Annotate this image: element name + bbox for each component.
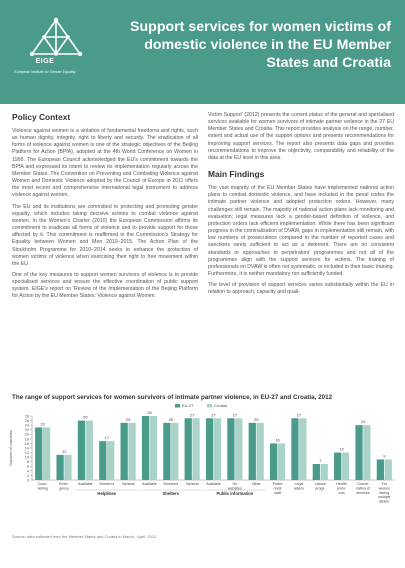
data-label: 25	[253, 416, 259, 422]
x-tick-label: Available	[78, 482, 93, 486]
data-label: 27	[232, 412, 238, 418]
data-label: 24	[360, 419, 366, 425]
bar-croatia	[385, 459, 392, 480]
bar-eu27	[206, 418, 213, 480]
main-findings-heading: Main Findings	[208, 169, 265, 180]
x-tick-label: staff	[274, 490, 281, 495]
bar-croatia	[363, 425, 370, 480]
group-label: Shelters	[162, 491, 180, 496]
bar-croatia	[64, 455, 71, 480]
bar-croatia	[214, 418, 221, 480]
bar-eu27	[35, 427, 42, 480]
y-tick-label: 22	[24, 428, 29, 433]
header-banner	[0, 0, 405, 104]
x-tick-label: websites	[227, 486, 242, 491]
report-intro-paragraph: Victim Support' (2012) presents the current status of the general and specialised services available for women survivors of intimate partner violence in the 27 EU Member States and Croatia. This report provides analysis on the range, number, extent and actual use of the support options and presents recommendations for improving support services. The report also presents data gaps and provides recommendations to improve the objectivity, comparability and reliability of the data at the EU level in this area.	[208, 112, 394, 161]
x-tick-label: Health	[336, 482, 347, 486]
x-tick-label: progs.	[315, 486, 326, 491]
y-axis-label: Number of countries	[8, 429, 13, 467]
eige-logo-icon	[12, 10, 98, 96]
y-tick-label: 28	[24, 414, 29, 419]
y-tick-label: 12	[24, 450, 29, 455]
y-tick-label: 16	[24, 441, 29, 446]
bar-croatia	[128, 423, 135, 480]
x-tick-label: proto-	[336, 486, 347, 491]
y-tick-label: 18	[24, 437, 29, 442]
policy-paragraph-1: Violence against women is a violation of fundamental freedoms and rights, such as human dignity, integrity, right to liberty and security. The eradication of all forms of violence against women is one of the strategic objectives of the Beijing Platform for Action (BPfA), adopted at the 4th World Conference on Women in 1995. The European Council acknowledged the EU's commitment towards the BPfA and expressed its intent to review its implementation regularly across the Member States. The Convention on Preventing and Combating Violence against Women and Domestic Violence adopted by the Council of Europe in 2011 offers the most recent and comprehensive international legal instrument to address violence against women.	[12, 128, 198, 199]
x-tick-label: Available	[142, 482, 157, 486]
x-tick-label: on/at	[273, 486, 282, 491]
x-tick-label: Women's	[163, 482, 179, 486]
x-tick-label: cols	[338, 490, 345, 495]
y-tick-label: 0	[26, 478, 29, 483]
data-label: 12	[339, 446, 344, 452]
y-tick-label: 24	[24, 423, 29, 428]
page-title: Support services for women victims of domestic violence in the EU Member States and Croatia	[130, 19, 391, 71]
x-tick-label: Emer-	[59, 482, 69, 486]
data-label: 27	[189, 412, 195, 418]
bar-eu27	[121, 423, 128, 480]
bar-eu27	[163, 423, 170, 480]
bar-croatia	[192, 418, 199, 480]
y-tick-label: 20	[24, 432, 29, 437]
x-tick-label: Available	[206, 482, 221, 486]
x-tick-label: Other	[251, 482, 261, 486]
legend-swatch	[175, 404, 180, 408]
y-tick-label: 14	[24, 446, 29, 451]
x-tick-label: Coordi-	[357, 482, 369, 486]
bar-eu27	[99, 441, 106, 480]
x-tick-label: nation of	[356, 486, 370, 491]
y-tick-label: 6	[26, 464, 29, 469]
x-tick-label: Coun-	[37, 482, 48, 486]
x-tick-label: On	[232, 482, 238, 486]
bar-croatia	[299, 418, 306, 480]
x-tick-label: General	[185, 482, 199, 486]
bar-eu27	[291, 418, 298, 480]
data-label: 11	[61, 448, 67, 454]
bar-eu27	[355, 425, 362, 480]
logo-subtitle: European Institute for Gender Equality	[14, 70, 76, 74]
bar-croatia	[278, 443, 285, 480]
bar-croatia	[321, 464, 328, 480]
x-tick-label: Labour	[314, 482, 326, 486]
x-tick-label: selling	[37, 486, 48, 491]
bar-croatia	[43, 427, 50, 480]
bar-eu27	[377, 459, 384, 480]
chart-title: The range of support services for women survivors of intimate partner violence, in EU-27 and Croatia, 2012	[12, 394, 333, 401]
legend-label: EU-27	[182, 403, 194, 408]
bar-eu27	[334, 453, 341, 480]
bar-eu27	[270, 443, 277, 480]
bar-croatia	[150, 416, 157, 480]
data-label: 27	[296, 412, 302, 418]
main-findings-column	[208, 112, 394, 300]
bar-chart	[0, 400, 405, 534]
data-label: 27	[211, 412, 216, 418]
bar-eu27	[227, 418, 234, 480]
x-tick-label: advice	[293, 486, 305, 491]
legend-swatch	[207, 404, 212, 408]
support-services-chart	[0, 392, 405, 568]
bar-eu27	[56, 455, 63, 480]
policy-paragraph-3: One of the key measures to support women survivors of violence is to provide specialised services and ensure the effective coordination of public support system. EIGE's report on 'Review of the Implementation of the Beijing Platform for Action by the EU Member States: Violence against Women.	[12, 271, 198, 300]
y-tick-label: 10	[24, 455, 29, 460]
x-tick-label: facing	[379, 490, 390, 495]
data-label: 16	[275, 437, 280, 443]
data-label: 17	[104, 435, 109, 441]
bar-croatia	[342, 453, 349, 480]
x-tick-label: gency	[59, 486, 69, 491]
bar-eu27	[313, 464, 320, 480]
x-tick-label: General	[121, 482, 135, 486]
bar-eu27	[78, 421, 85, 480]
x-tick-label: Legal	[294, 482, 304, 486]
logo-name: EIGE	[35, 58, 55, 65]
bar-croatia	[107, 441, 114, 480]
x-tick-label: women	[378, 486, 391, 491]
x-tick-label: Women's	[99, 482, 115, 486]
policy-context-column	[12, 112, 198, 305]
bar-eu27	[249, 423, 256, 480]
bar-croatia	[257, 423, 264, 480]
bar-croatia	[171, 423, 178, 480]
data-label: 7	[319, 458, 322, 463]
bar-eu27	[185, 418, 192, 480]
policy-context-heading: Policy Context	[12, 112, 71, 122]
x-tick-label: For	[381, 482, 388, 486]
data-label: 25	[168, 416, 174, 422]
x-tick-label: services	[356, 490, 370, 495]
data-label: 28	[147, 410, 152, 415]
policy-paragraph-2: The EU and its institutions are committed to protecting and promoting gender equality, which includes taking decisive actions to combat violence against women. In the Women's Charter (2010) the European Commission affirms its commitment to eradicate all forms of violence and to provide support for those affected by it. This commitment is reaffirmed in the Commission's Strategy for Equality between Women and Men 2010–2015. The Action Plan of the Stockholm Programme for 2010–2014 seeks to enhance the protection of women victims of violence when exercising their right to free movement within the EU.	[12, 203, 198, 267]
x-tick-label: multiple	[378, 495, 391, 500]
y-tick-label: 4	[26, 469, 29, 474]
group-label: Helplines	[97, 491, 117, 496]
data-label: 23	[40, 421, 45, 427]
data-label: 26	[83, 414, 88, 420]
bar-eu27	[142, 416, 149, 480]
findings-paragraph-2: The level of provision of support services varies substantially within the EU in relation to approach, capacity and quali-	[208, 282, 394, 296]
findings-paragraph-1: The vast majority of the EU Member States have implemented national action plans to combat domestic violence, and have included in the penal codes the intimate partner violence and adopted protection orders. However, many challenges still remain. The majority of national action plans lack monitoring and evaluation; legal measures lack a gender-based definition of violence, and protection orders lack efficient implementation. While there has been significant progress in the criminalisation of DVAW, gaps in implementation still remain, with low numbers of prosecutions compared to the number of reported cases and sanctions rarely sufficient to act as a deterrent. There are no consistent standards or approaches to perpetrators' programmes and not all of the programmes align with the support services for victims. The training of professionals on DVAW is often not systematic, or included in their basic training. Furthermore, it is neither mandatory nor sufficiently funded.	[208, 185, 394, 277]
y-tick-label: 8	[26, 460, 29, 465]
data-label: 9	[383, 453, 386, 459]
bar-croatia	[86, 421, 93, 480]
data-label: 25	[125, 416, 131, 422]
bar-croatia	[235, 418, 242, 480]
chart-source: Source: data collected from the Member States and Croatia in March - April, 2012	[12, 534, 157, 539]
x-tick-label: disadv.	[378, 499, 390, 504]
x-tick-label: Police	[272, 482, 283, 486]
legend-label: Croatia	[214, 403, 227, 408]
group-label: Public information	[216, 491, 254, 496]
y-tick-label: 26	[24, 418, 29, 423]
y-tick-label: 2	[26, 473, 29, 478]
